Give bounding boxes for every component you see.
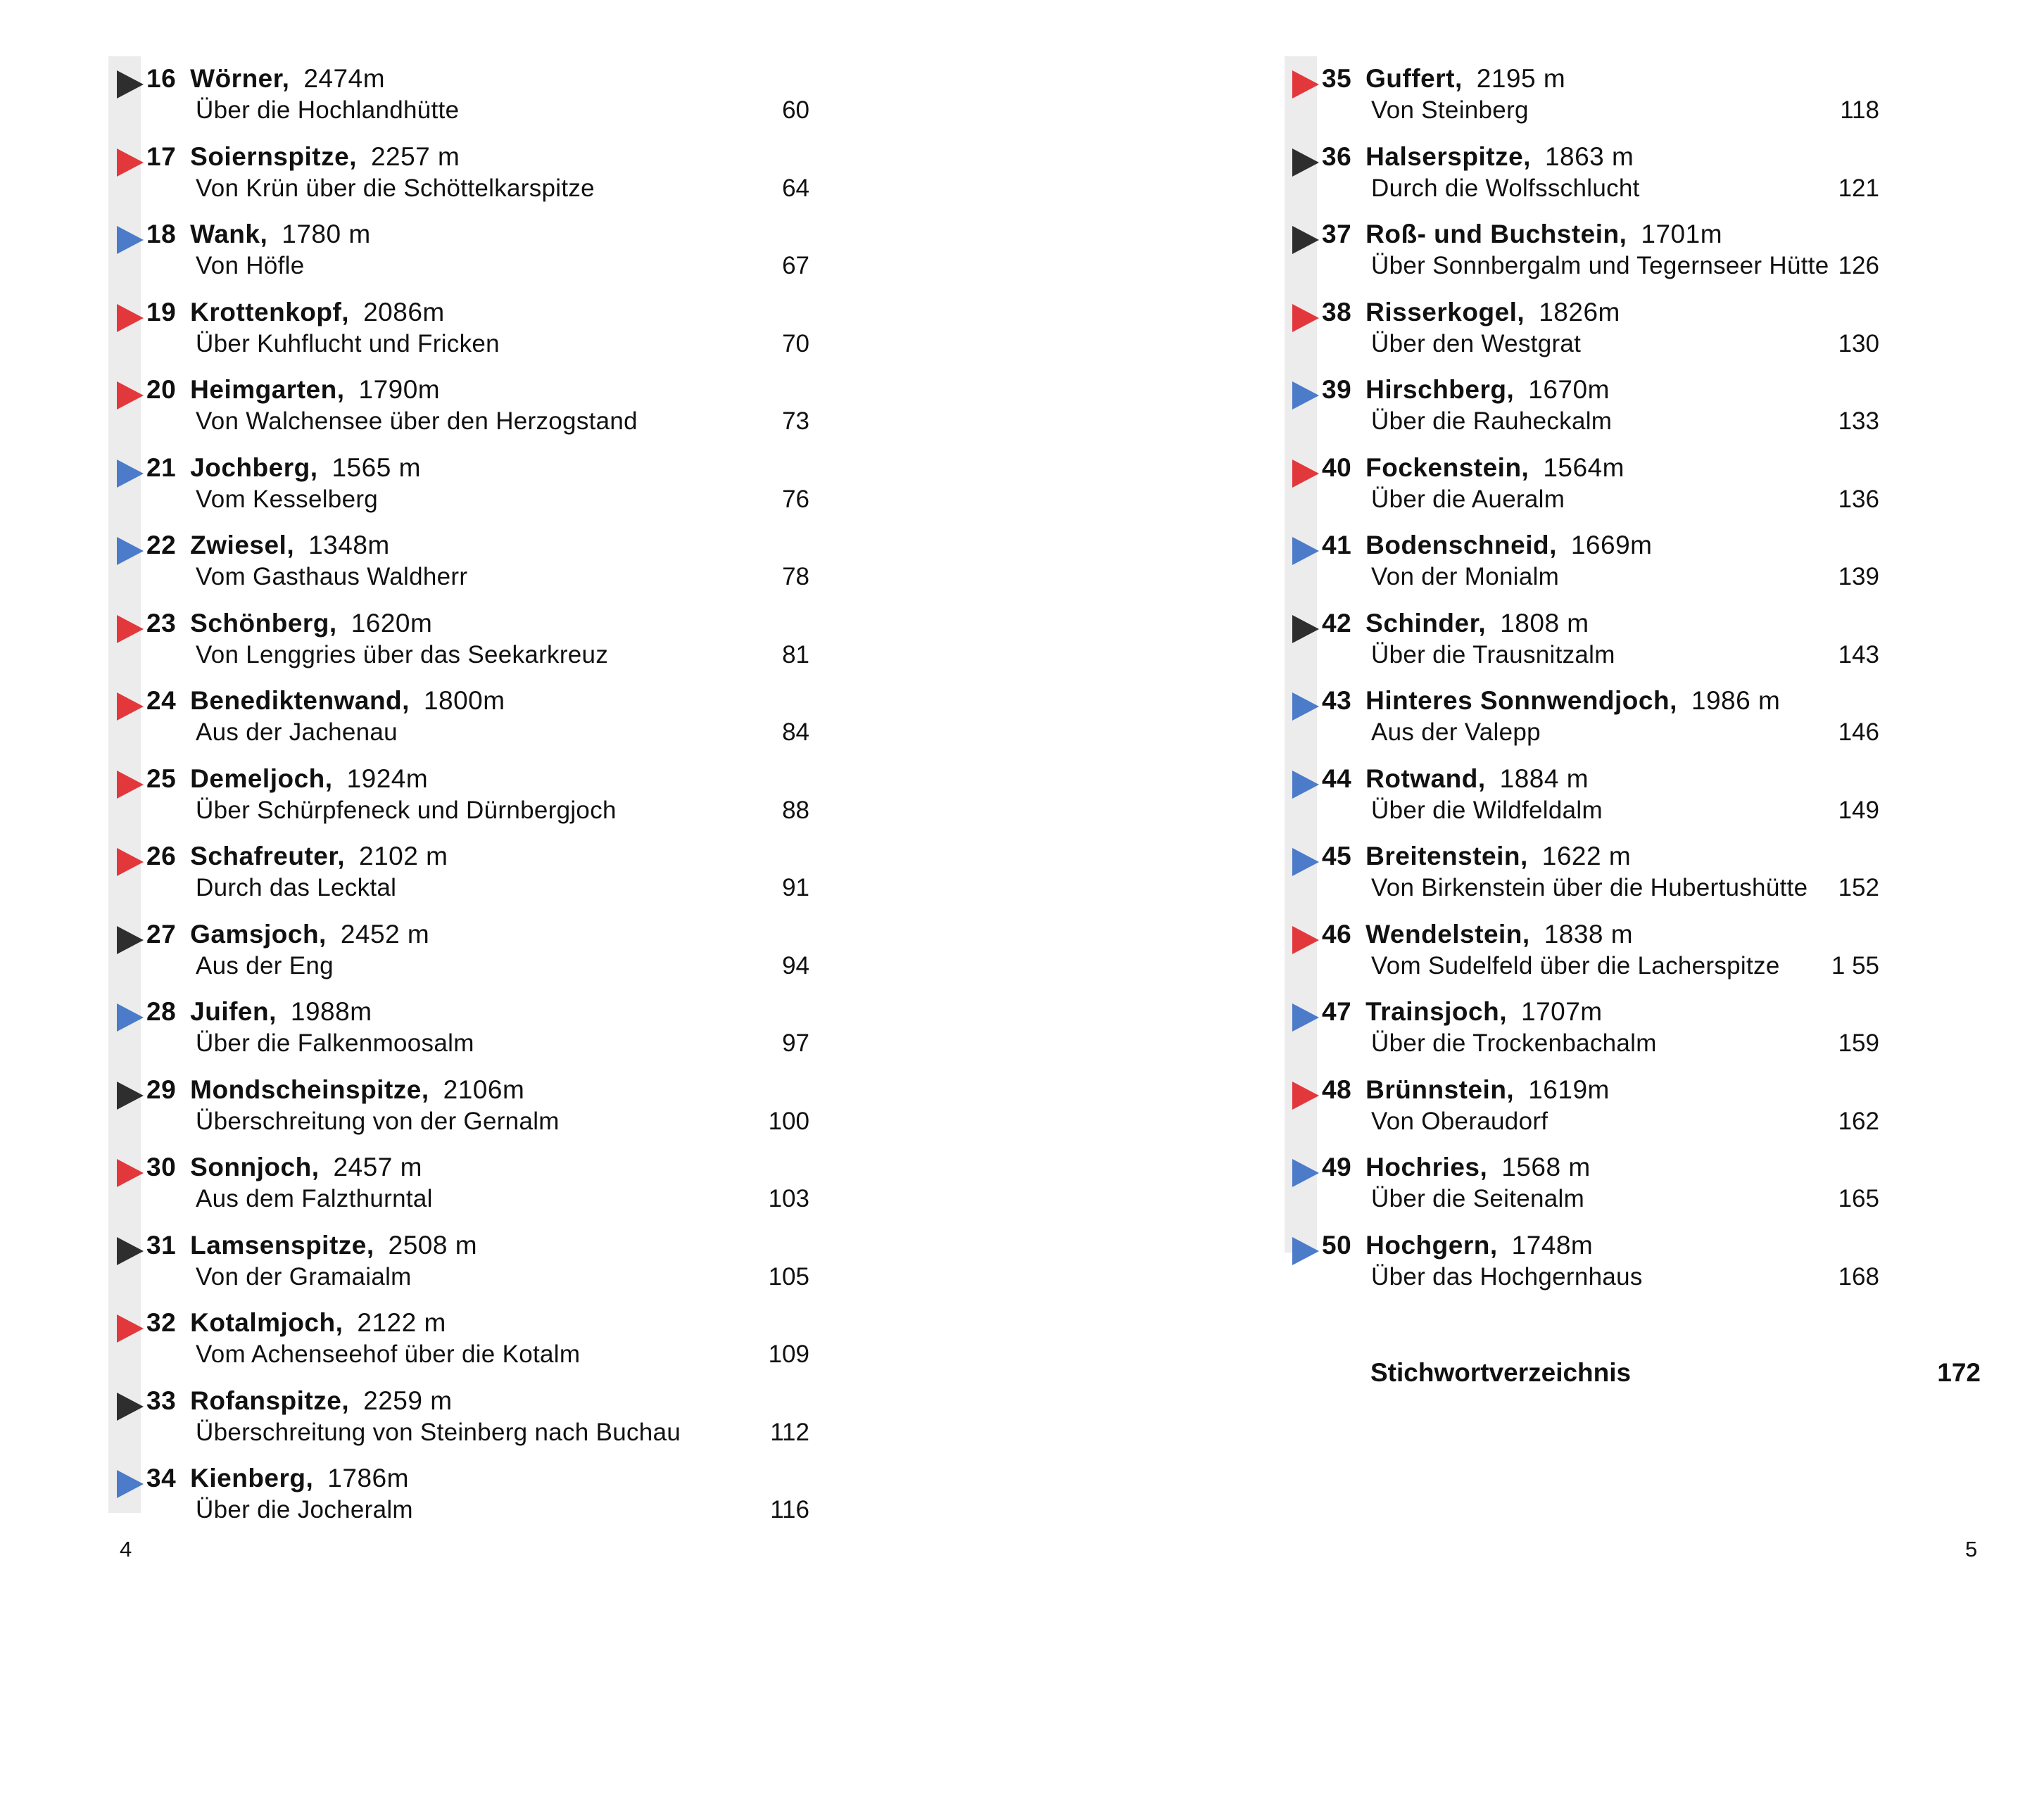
entry-page-number: 168 xyxy=(1838,1262,1879,1291)
route-description: Über Sonnbergalm und Tegernseer Hütte xyxy=(1371,252,1829,279)
summit-name: Rofanspitze, xyxy=(190,1386,350,1415)
summit-altitude: 2508 m xyxy=(388,1230,478,1260)
summit-altitude: 1826m xyxy=(1539,297,1620,327)
summit-altitude: 1568 m xyxy=(1501,1153,1591,1181)
entry-page-number: 126 xyxy=(1838,252,1879,279)
route-description: Durch die Wolfsschlucht xyxy=(1371,174,1640,202)
flag-marker-icon xyxy=(1292,1159,1319,1187)
flag-marker-icon xyxy=(117,1237,144,1265)
entry-number: 38 xyxy=(1322,297,1352,327)
summit-name: Hirschberg, xyxy=(1365,375,1515,404)
flag-marker-icon xyxy=(117,148,144,177)
entry-heading xyxy=(146,373,440,407)
summit-altitude: 1924m xyxy=(346,763,429,793)
entry-page-number: 100 xyxy=(768,1107,809,1135)
flag-marker-icon xyxy=(117,304,144,332)
summit-name: Rotwand, xyxy=(1365,763,1486,793)
entry-number: 43 xyxy=(1322,686,1352,715)
summit-name: Demeljoch, xyxy=(190,763,333,793)
summit-altitude: 1701m xyxy=(1641,220,1723,248)
route-description: Von Steinberg xyxy=(1371,96,1529,124)
flag-marker-icon xyxy=(117,1314,144,1343)
entry-number: 27 xyxy=(146,919,177,949)
summit-name: Bodenschneid, xyxy=(1365,531,1557,559)
entry-page-number: 165 xyxy=(1838,1185,1879,1212)
entry-heading xyxy=(146,839,448,873)
entry-heading xyxy=(1322,995,1603,1029)
entry-heading xyxy=(1322,607,1589,640)
summit-name: Trainsjoch, xyxy=(1365,997,1507,1026)
entry-heading xyxy=(146,62,385,96)
toc-entry[interactable] xyxy=(1288,1229,1964,1306)
summit-altitude: 2086m xyxy=(363,297,445,327)
summit-name: Hochries, xyxy=(1365,1153,1488,1181)
entry-number: 35 xyxy=(1322,64,1352,93)
entry-number: 45 xyxy=(1322,842,1352,870)
route-description: Von Walchensee über den Herzogstand xyxy=(196,407,638,435)
toc-entry[interactable] xyxy=(1288,140,1964,217)
toc-entry[interactable] xyxy=(113,607,816,684)
summit-altitude: 1348m xyxy=(308,531,390,559)
summit-altitude: 2257 m xyxy=(370,141,460,171)
route-description: Über die Rauheckalm xyxy=(1371,407,1613,435)
flag-marker-icon xyxy=(1292,692,1319,721)
entry-page-number: 78 xyxy=(782,563,809,590)
summit-name: Mondscheinspitze, xyxy=(190,1075,429,1104)
entry-number: 26 xyxy=(146,842,177,870)
route-description: Über den Westgrat xyxy=(1371,329,1582,357)
entry-page-number: 103 xyxy=(768,1185,809,1212)
entry-heading xyxy=(1322,918,1633,951)
toc-entry[interactable] xyxy=(1288,995,1964,1072)
flag-marker-icon xyxy=(117,615,144,643)
summit-altitude: 1780 m xyxy=(282,220,371,248)
summit-name: Zwiesel, xyxy=(190,531,295,559)
toc-entry[interactable] xyxy=(1288,217,1964,295)
summit-altitude: 1622 m xyxy=(1541,842,1632,870)
entry-heading xyxy=(1322,1073,1610,1107)
entry-page-number: 136 xyxy=(1838,485,1879,513)
flag-marker-icon xyxy=(1292,304,1319,332)
route-description: Über die Falkenmoosalm xyxy=(196,1029,474,1057)
route-description: Überschreitung von Steinberg nach Buchau xyxy=(196,1418,681,1446)
entry-number: 46 xyxy=(1322,919,1352,949)
entry-page-number: 146 xyxy=(1838,718,1879,746)
toc-entry[interactable] xyxy=(113,373,816,450)
summit-altitude: 1863 m xyxy=(1544,141,1634,171)
entry-heading xyxy=(1322,1151,1591,1184)
entry-page-number: 109 xyxy=(768,1341,809,1368)
summit-name: Guffert, xyxy=(1365,64,1463,93)
toc-entry[interactable] xyxy=(113,1229,816,1306)
entry-heading xyxy=(1322,373,1610,407)
route-description: Aus der Eng xyxy=(196,951,334,980)
summit-name: Sonnjoch, xyxy=(190,1153,320,1181)
entry-number: 36 xyxy=(1322,141,1352,171)
summit-name: Juifen, xyxy=(190,997,277,1026)
entry-page-number: 139 xyxy=(1838,563,1879,590)
entry-page-number: 130 xyxy=(1838,329,1879,357)
toc-entry[interactable] xyxy=(113,839,816,917)
entry-page-number: 81 xyxy=(782,640,809,668)
route-description: Durch das Lecktal xyxy=(196,874,397,901)
toc-entry[interactable] xyxy=(113,684,816,761)
summit-name: Schafreuter, xyxy=(190,842,346,870)
summit-name: Fockenstein, xyxy=(1365,452,1529,482)
route-description: Über Kuhflucht und Fricken xyxy=(196,329,500,357)
entry-heading xyxy=(1322,217,1722,251)
entry-heading xyxy=(146,217,371,251)
entry-page-number: 64 xyxy=(782,174,809,202)
summit-name: Roß- und Buchstein, xyxy=(1365,220,1627,248)
entry-number: 18 xyxy=(146,220,177,248)
entry-number: 39 xyxy=(1322,375,1352,404)
summit-name: Wörner, xyxy=(190,64,290,93)
entry-page-number: 60 xyxy=(782,96,809,124)
entry-page-number: 149 xyxy=(1838,796,1879,824)
route-description: Aus der Jachenau xyxy=(196,718,398,746)
summit-altitude: 1619m xyxy=(1528,1075,1610,1104)
entry-page-number: 1 55 xyxy=(1831,951,1879,980)
entry-heading xyxy=(146,1073,524,1107)
route-description: Von Krün über die Schöttelkarspitze xyxy=(196,174,595,202)
entry-heading xyxy=(146,1462,409,1495)
entry-number: 34 xyxy=(146,1464,177,1492)
flag-marker-icon xyxy=(117,848,144,876)
entry-heading xyxy=(146,140,460,174)
flag-marker-icon xyxy=(117,1159,144,1187)
summit-altitude: 1565 m xyxy=(332,452,421,482)
flag-marker-icon xyxy=(1292,148,1319,177)
index-title[interactable]: Stichwortverzeichnis xyxy=(1370,1358,1632,1387)
route-description: Vom Achenseehof über die Kotalm xyxy=(196,1341,581,1368)
summit-name: Heimgarten, xyxy=(190,375,345,404)
summit-altitude: 1808 m xyxy=(1500,608,1589,638)
route-description: Von der Gramaialm xyxy=(196,1262,412,1291)
entry-page-number: 162 xyxy=(1838,1107,1879,1135)
entry-heading xyxy=(1322,684,1780,718)
entry-page-number: 91 xyxy=(782,874,809,901)
toc-entry[interactable] xyxy=(1288,1151,1964,1228)
toc-entry[interactable] xyxy=(1288,918,1964,995)
summit-name: Jochberg, xyxy=(190,452,318,482)
toc-entry[interactable] xyxy=(113,296,816,373)
toc-entry[interactable] xyxy=(113,217,816,295)
toc-entry[interactable] xyxy=(113,995,816,1072)
toc-entry[interactable] xyxy=(1288,839,1964,917)
summit-name: Benediktenwand, xyxy=(190,686,410,715)
entry-number: 22 xyxy=(146,531,177,559)
toc-entry[interactable] xyxy=(113,451,816,528)
entry-page-number: 116 xyxy=(770,1496,809,1523)
entry-heading xyxy=(146,1306,446,1340)
summit-altitude: 1986 m xyxy=(1691,686,1781,715)
toc-entry[interactable] xyxy=(113,762,816,839)
summit-altitude: 2195 m xyxy=(1476,64,1566,93)
route-description: Über die Seitenalm xyxy=(1371,1185,1585,1212)
flag-marker-icon xyxy=(117,381,144,410)
entry-number: 28 xyxy=(146,997,177,1026)
route-description: Vom Sudelfeld über die Lacherspitze xyxy=(1371,951,1780,980)
flag-marker-icon xyxy=(117,771,144,799)
entry-heading xyxy=(1322,296,1620,329)
summit-altitude: 2102 m xyxy=(359,842,448,870)
entry-page-number: 88 xyxy=(782,796,809,824)
summit-name: Gamsjoch, xyxy=(190,919,327,949)
entry-number: 41 xyxy=(1322,531,1352,559)
summit-name: Kienberg, xyxy=(190,1464,314,1492)
summit-altitude: 1748m xyxy=(1511,1230,1594,1260)
route-description: Von Lenggries über das Seekarkreuz xyxy=(196,640,609,668)
entry-number: 17 xyxy=(146,141,177,171)
entry-heading xyxy=(146,1151,422,1184)
flag-marker-icon xyxy=(1292,1082,1319,1110)
summit-altitude: 1707m xyxy=(1521,997,1603,1026)
flag-marker-icon xyxy=(117,1003,144,1032)
page-number-left: 4 xyxy=(120,1537,132,1561)
entry-page-number: 76 xyxy=(782,485,809,513)
route-description: Aus dem Falzthurntal xyxy=(196,1185,433,1212)
entry-number: 31 xyxy=(146,1230,177,1260)
entry-number: 47 xyxy=(1322,997,1352,1026)
toc-entry[interactable] xyxy=(113,1306,816,1383)
toc-entry[interactable] xyxy=(1288,62,1964,139)
summit-name: Schinder, xyxy=(1365,608,1487,638)
route-description: Über die Trockenbachalm xyxy=(1371,1029,1657,1057)
toc-entry[interactable] xyxy=(113,918,816,995)
flag-marker-icon xyxy=(1292,1003,1319,1032)
entry-heading xyxy=(146,607,432,640)
flag-marker-icon xyxy=(117,459,144,488)
summit-name: Soiernspitze, xyxy=(190,141,357,171)
flag-marker-icon xyxy=(1292,615,1319,643)
entry-heading xyxy=(146,1384,453,1418)
route-description: Vom Gasthaus Waldherr xyxy=(196,563,468,590)
summit-name: Kotalmjoch, xyxy=(190,1308,343,1337)
route-description: Über die Jocheralm xyxy=(196,1496,413,1523)
entry-heading xyxy=(1322,451,1625,485)
toc-entry[interactable] xyxy=(113,62,816,139)
entry-heading xyxy=(1322,1229,1593,1262)
entry-page-number: 73 xyxy=(782,407,809,435)
toc-entry[interactable] xyxy=(113,1462,816,1539)
entry-page-number: 133 xyxy=(1838,407,1879,435)
summit-name: Hinteres Sonnwendjoch, xyxy=(1365,686,1677,715)
summit-altitude: 2122 m xyxy=(357,1308,446,1337)
entry-page-number: 84 xyxy=(782,718,809,746)
entry-heading xyxy=(146,995,372,1029)
entry-number: 33 xyxy=(146,1386,177,1415)
summit-name: Schönberg, xyxy=(190,608,337,638)
summit-name: Hochgern, xyxy=(1365,1230,1498,1260)
toc-entry[interactable] xyxy=(1288,296,1964,373)
flag-marker-icon xyxy=(1292,926,1319,954)
entry-number: 23 xyxy=(146,608,177,638)
entry-number: 48 xyxy=(1322,1075,1352,1104)
flag-marker-icon xyxy=(1292,381,1319,410)
flag-marker-icon xyxy=(1292,1237,1319,1265)
entry-heading xyxy=(146,451,421,485)
entry-heading xyxy=(1322,140,1634,174)
route-description: Von Höfle xyxy=(196,252,305,279)
entry-number: 25 xyxy=(146,763,177,793)
entry-heading xyxy=(1322,62,1565,96)
summit-altitude: 1670m xyxy=(1528,375,1610,404)
route-description: Vom Kesselberg xyxy=(196,485,379,513)
summit-altitude: 1884 m xyxy=(1499,763,1589,793)
toc-entry[interactable] xyxy=(1288,762,1964,839)
flag-marker-icon xyxy=(117,1470,144,1498)
summit-name: Risserkogel, xyxy=(1365,297,1525,327)
entry-number: 50 xyxy=(1322,1230,1352,1260)
entry-page-number: 105 xyxy=(768,1262,809,1291)
flag-marker-icon xyxy=(117,1393,144,1421)
entry-page-number: 94 xyxy=(782,951,809,980)
summit-altitude: 1800m xyxy=(423,686,505,715)
route-description: Überschreitung von der Gernalm xyxy=(196,1107,560,1135)
entry-heading xyxy=(146,684,505,718)
entry-heading xyxy=(1322,839,1631,873)
entry-page-number: 118 xyxy=(1840,96,1879,124)
summit-altitude: 2106m xyxy=(443,1075,525,1104)
flag-marker-icon xyxy=(117,70,144,99)
entry-heading xyxy=(146,1229,477,1262)
flag-marker-icon xyxy=(117,926,144,954)
summit-name: Breitenstein, xyxy=(1365,842,1528,870)
toc-entry[interactable] xyxy=(1288,1073,1964,1151)
toc-entry[interactable] xyxy=(1288,684,1964,761)
page-number-right: 5 xyxy=(1965,1537,1978,1561)
summit-altitude: 2452 m xyxy=(340,919,430,949)
route-description: Über die Aueralm xyxy=(1371,485,1565,513)
route-description: Über Schürpfeneck und Dürnbergjoch xyxy=(196,796,617,824)
summit-altitude: 1988m xyxy=(290,997,372,1026)
summit-altitude: 2474m xyxy=(303,64,386,93)
toc-entry[interactable] xyxy=(113,528,816,606)
route-description: Von der Monialm xyxy=(1371,563,1560,590)
entry-heading xyxy=(1322,528,1653,562)
summit-altitude: 1564m xyxy=(1543,452,1625,482)
summit-altitude: 2259 m xyxy=(363,1386,453,1415)
entry-heading xyxy=(146,528,390,562)
route-description: Von Birkenstein über die Hubertushütte xyxy=(1371,874,1808,901)
entry-page-number: 143 xyxy=(1838,640,1879,668)
entry-page-number: 67 xyxy=(782,252,809,279)
route-description: Über die Hochlandhütte xyxy=(196,96,460,124)
entry-number: 37 xyxy=(1322,220,1352,248)
summit-altitude: 1786m xyxy=(327,1464,409,1492)
entry-number: 16 xyxy=(146,64,177,93)
toc-entry[interactable] xyxy=(113,1384,816,1462)
summit-altitude: 1620m xyxy=(351,608,433,638)
entry-number: 24 xyxy=(146,686,177,715)
toc-entry[interactable] xyxy=(1288,451,1964,528)
toc-entry[interactable] xyxy=(1288,607,1964,684)
entry-page-number: 159 xyxy=(1838,1029,1879,1057)
flag-marker-icon xyxy=(1292,848,1319,876)
flag-marker-icon xyxy=(1292,226,1319,254)
entry-number: 19 xyxy=(146,297,177,327)
toc-entry[interactable] xyxy=(1288,373,1964,450)
summit-name: Halserspitze, xyxy=(1365,141,1531,171)
entry-page-number: 97 xyxy=(782,1029,809,1057)
entry-number: 30 xyxy=(146,1153,177,1181)
summit-altitude: 1669m xyxy=(1570,531,1653,559)
entry-heading xyxy=(146,296,445,329)
toc-entry[interactable] xyxy=(113,140,816,217)
route-description: Über das Hochgernhaus xyxy=(1371,1262,1643,1291)
summit-name: Brünnstein, xyxy=(1365,1075,1515,1104)
flag-marker-icon xyxy=(1292,537,1319,565)
flag-marker-icon xyxy=(1292,70,1319,99)
entry-heading xyxy=(146,918,429,951)
route-description: Über die Trausnitzalm xyxy=(1371,640,1615,668)
summit-altitude: 2457 m xyxy=(333,1153,422,1181)
entry-heading xyxy=(1322,762,1589,796)
flag-marker-icon xyxy=(1292,771,1319,799)
entry-number: 21 xyxy=(146,452,177,482)
entry-page-number: 152 xyxy=(1838,874,1879,901)
entry-number: 20 xyxy=(146,375,177,404)
flag-marker-icon xyxy=(117,226,144,254)
toc-entry[interactable] xyxy=(1288,528,1964,606)
entry-heading xyxy=(146,762,428,796)
summit-name: Wendelstein, xyxy=(1365,919,1530,949)
entry-page-number: 121 xyxy=(1838,174,1879,202)
index-page-number: 172 xyxy=(1937,1358,1981,1387)
summit-name: Wank, xyxy=(190,220,268,248)
summit-altitude: 1838 m xyxy=(1544,919,1634,949)
entry-number: 29 xyxy=(146,1075,177,1104)
entry-number: 44 xyxy=(1322,763,1352,793)
summit-name: Krottenkopf, xyxy=(190,297,350,327)
entry-number: 32 xyxy=(146,1308,177,1337)
summit-altitude: 1790m xyxy=(358,375,441,404)
route-description: Über die Wildfeldalm xyxy=(1371,796,1603,824)
route-description: Aus der Valepp xyxy=(1371,718,1541,746)
toc-entry[interactable] xyxy=(113,1073,816,1151)
entry-page-number: 70 xyxy=(782,329,809,357)
entry-number: 49 xyxy=(1322,1153,1352,1181)
flag-marker-icon xyxy=(117,1082,144,1110)
summit-name: Lamsenspitze, xyxy=(190,1230,374,1260)
flag-marker-icon xyxy=(117,692,144,721)
flag-marker-icon xyxy=(117,537,144,565)
route-description: Von Oberaudorf xyxy=(1371,1107,1548,1135)
entry-page-number: 112 xyxy=(770,1418,809,1446)
flag-marker-icon xyxy=(1292,459,1319,488)
entry-number: 42 xyxy=(1322,608,1352,638)
entry-number: 40 xyxy=(1322,452,1352,482)
toc-entry[interactable] xyxy=(113,1151,816,1228)
